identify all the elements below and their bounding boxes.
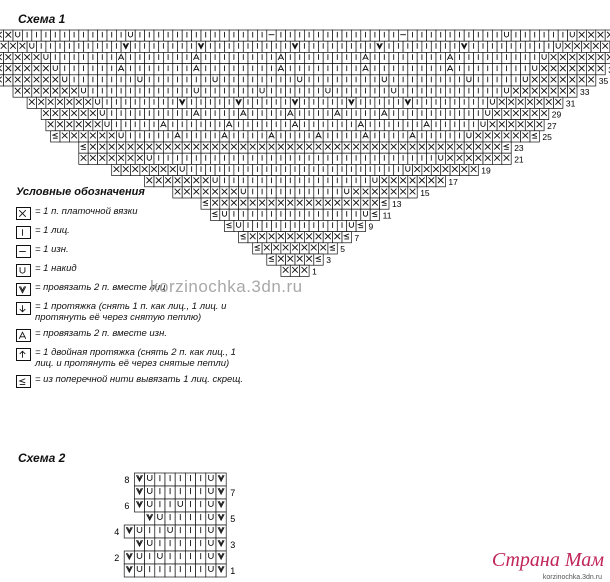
chart-cell-knit-stitch <box>185 538 195 551</box>
chart-cell-yarn-over <box>165 525 175 538</box>
row-number: 7 <box>354 232 360 243</box>
chart-cell-knit-stitch <box>185 512 195 525</box>
chart-cell-k2tog <box>216 538 226 551</box>
scheme2-title: Схема 2 <box>18 451 66 465</box>
chart-cell-knit-stitch <box>196 551 206 564</box>
chart-cell-knit-stitch <box>155 538 165 551</box>
scheme2-row <box>134 499 226 512</box>
scheme2-row <box>134 473 226 486</box>
chart-cell-knit-stitch <box>155 499 165 512</box>
row-number: 7 <box>230 488 236 498</box>
row-number: 3 <box>230 540 236 550</box>
chart-cell-k2tog <box>216 486 226 499</box>
brand-url: korzinochka.3dn.ru <box>542 574 602 581</box>
scheme1-title: Схема 1 <box>18 12 66 26</box>
row-number: 35 <box>598 76 609 86</box>
scheme2-row <box>124 551 226 564</box>
scheme2-row <box>145 512 227 525</box>
scheme2-row <box>124 564 226 577</box>
chart-cell-k2tog <box>134 486 144 499</box>
chart-cell-knit-stitch <box>196 525 206 538</box>
chart-cell-yarn-over <box>145 538 155 551</box>
chart-cell-knit-stitch <box>196 499 206 512</box>
scheme2-row <box>124 525 226 538</box>
row-number: 27 <box>547 120 557 131</box>
brand-logo: Страна Мам <box>491 549 604 571</box>
chart-cell-k2tog <box>216 551 226 564</box>
chart-cell-knit-stitch <box>185 486 195 499</box>
chart-cell-yarn-over <box>134 551 144 564</box>
chart-cell-knit-stitch <box>165 473 175 486</box>
row-number: 33 <box>580 87 590 98</box>
chart-cell-knit-stitch <box>175 486 185 499</box>
chart-cell-knit-stitch <box>165 486 175 499</box>
scheme2-row <box>134 538 226 551</box>
chart-cell-yarn-over <box>206 512 216 525</box>
chart-cell-knit-stitch <box>196 564 206 577</box>
chart-cell-yarn-over <box>206 473 216 486</box>
row-number: 3 <box>326 255 331 266</box>
legend-item-text: = 1 протяжка (снять 1 п. как лиц., 1 лиц. и протянуть её через снятую петлю) <box>35 301 227 323</box>
chart-cell-yarn-over <box>145 473 155 486</box>
chart-cell-yarn-over <box>206 486 216 499</box>
row-number: 31 <box>565 98 576 109</box>
chart-cell-k2tog <box>216 525 226 538</box>
chart-cell-yarn-over <box>145 486 155 499</box>
chart-cell-knit-stitch <box>165 499 175 512</box>
scheme2-row <box>134 486 226 499</box>
chart-cell-k2tog <box>124 564 134 577</box>
chart-cell-yarn-over <box>175 499 185 512</box>
chart-cell-knit-stitch <box>185 564 195 577</box>
chart-cell-knit-stitch <box>155 486 165 499</box>
chart-cell-k2tog <box>216 499 226 512</box>
chart-cell-knit-stitch <box>165 538 175 551</box>
row-number: 11 <box>382 210 392 221</box>
chart-cell-knit-stitch <box>196 538 206 551</box>
legend-item-text: = 1 накид <box>35 263 77 274</box>
row-number: 13 <box>392 199 402 210</box>
chart-cell-knit-stitch <box>175 538 185 551</box>
legend-item-text: = 1 лиц. <box>35 225 70 236</box>
chart-cell-k2tog <box>134 538 144 551</box>
row-number: 2 <box>114 553 120 563</box>
chart-cell-yarn-over <box>134 564 144 577</box>
legend-item-text: = 1 двойная протяжка (снять 2 п. как лиц., 1 лиц. и протянуть её через снятые петли) <box>35 347 236 369</box>
chart-cell-knit-stitch <box>185 473 195 486</box>
chart-cell-knit-stitch <box>196 486 206 499</box>
chart-cell-knit-stitch <box>185 525 195 538</box>
legend-item-text: = 1 изн. <box>35 244 69 255</box>
chart-cell-k2tog <box>134 499 144 512</box>
row-number: 6 <box>124 501 130 511</box>
chart-cell-knit-stitch <box>165 564 175 577</box>
chart-cell-knit-stitch <box>165 551 175 564</box>
chart-cell-yarn-over <box>155 551 165 564</box>
chart-cell-knit-stitch <box>175 564 185 577</box>
chart-cell-yarn-over <box>206 525 216 538</box>
row-number: 1 <box>312 266 317 277</box>
chart-cell-knit-stitch <box>196 473 206 486</box>
chart-cell-knit-stitch <box>175 512 185 525</box>
row-number: 17 <box>448 176 458 187</box>
chart-cell-knit-stitch <box>165 512 175 525</box>
chart-cell-knit-stitch <box>175 473 185 486</box>
row-number: 5 <box>340 244 346 254</box>
chart-cell-knit-stitch <box>145 525 155 538</box>
chart-cell-knit-stitch <box>185 499 195 512</box>
chart-cell-knit-stitch <box>175 551 185 564</box>
chart-cell-k2tog <box>216 564 226 577</box>
row-number: 21 <box>514 154 524 165</box>
chart-cell-knit-stitch <box>175 525 185 538</box>
row-number: 9 <box>368 221 374 232</box>
chart-cell-knit-stitch <box>185 551 195 564</box>
row-number: 19 <box>481 165 491 176</box>
chart-cell-k2tog <box>216 512 226 525</box>
chart-cell-knit-stitch <box>145 564 155 577</box>
legend-item-text: = провязать 2 п. вместе лиц. <box>35 282 169 293</box>
legend-title: Условные обозначения <box>16 186 145 198</box>
legend-item-text: = провязать 2 п. вместе изн. <box>35 328 167 339</box>
chart-cell-knit-stitch <box>155 473 165 486</box>
chart-cell-knit-stitch <box>196 512 206 525</box>
chart-cell-yarn-over <box>206 538 216 551</box>
chart-cell-knit-stitch <box>155 564 165 577</box>
chart-cell-k2tog <box>124 525 134 538</box>
row-number: 8 <box>124 475 130 485</box>
chart-cell-k2tog <box>145 512 155 525</box>
row-number: 15 <box>420 188 430 198</box>
chart-cell-k2tog <box>216 473 226 486</box>
legend-item-text: = 1 п. платочной вязки <box>35 206 138 217</box>
row-number: 25 <box>542 132 552 142</box>
row-number: 29 <box>551 109 562 120</box>
chart-cell-k2tog <box>134 473 144 486</box>
row-number: 5 <box>230 514 236 524</box>
row-number: 23 <box>514 143 524 154</box>
chart-cell-yarn-over <box>145 499 155 512</box>
chart-cell-yarn-over <box>155 512 165 525</box>
chart-cell-knit-stitch <box>155 525 165 538</box>
watermark: korzinochka.3dn.ru <box>150 277 303 296</box>
chart-cell-yarn-over <box>206 551 216 564</box>
chart-cell-yarn-over <box>206 564 216 577</box>
chart-cell-yarn-over <box>134 525 144 538</box>
chart-cell-yarn-over <box>206 499 216 512</box>
legend-item-text: = из поперечной нити вывязать 1 лиц. скрещ. <box>35 374 243 385</box>
row-number: 4 <box>114 527 120 537</box>
chart-cell-k2tog <box>124 551 134 564</box>
row-number: 1 <box>230 566 236 576</box>
chart-cell-knit-stitch <box>145 551 155 564</box>
